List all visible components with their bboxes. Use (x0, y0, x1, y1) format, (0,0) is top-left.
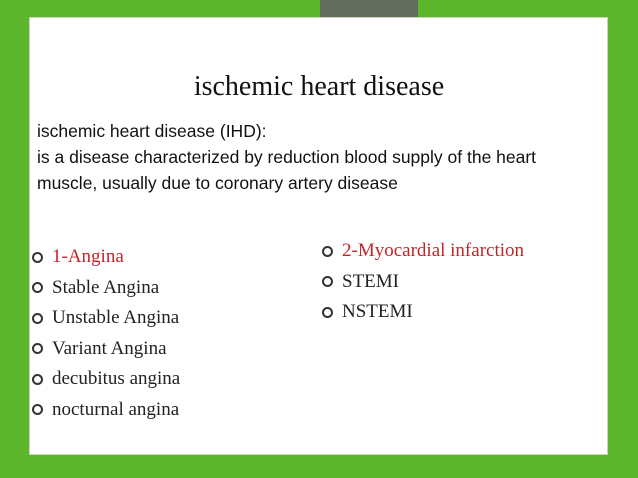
list-item (32, 303, 180, 334)
list-item (32, 364, 180, 395)
definition-line: is a disease characterized by reduction blood supply of the heart (37, 147, 537, 167)
list-item-label: 1-Angina (52, 246, 124, 268)
bullet-icon (322, 307, 333, 318)
definition-text (37, 118, 617, 196)
list-item-label: nocturnal angina (52, 398, 180, 420)
bullet-icon (322, 276, 333, 287)
list-item (32, 395, 180, 426)
bullet-icon (32, 282, 43, 293)
list-item (322, 297, 524, 328)
slide-title: ischemic heart disease (193, 71, 445, 102)
definition-line: muscle, usually due to coronary artery disease (37, 173, 398, 193)
bullet-icon (32, 313, 43, 324)
definition-line: ischemic heart disease (IHD): (37, 121, 267, 141)
list-item (32, 334, 180, 365)
list-item (322, 267, 524, 298)
bullet-icon (32, 374, 43, 385)
bullet-icon (32, 252, 43, 263)
list-item-label: STEMI (342, 270, 399, 292)
infarction-list (322, 236, 524, 328)
list-item (32, 273, 180, 304)
list-item (32, 242, 180, 273)
angina-list (32, 242, 180, 425)
list-item-label: Unstable Angina (52, 307, 180, 329)
list-item-label: Variant Angina (52, 337, 167, 359)
bullet-icon (32, 404, 43, 415)
list-item-label: decubitus angina (52, 368, 181, 390)
list-item-label: 2-Myocardial infarction (342, 240, 525, 262)
bullet-icon (32, 343, 43, 354)
list-item-label: NSTEMI (342, 301, 413, 323)
list-item (322, 236, 524, 267)
list-item-label: Stable Angina (52, 276, 160, 298)
bullet-icon (322, 246, 333, 257)
